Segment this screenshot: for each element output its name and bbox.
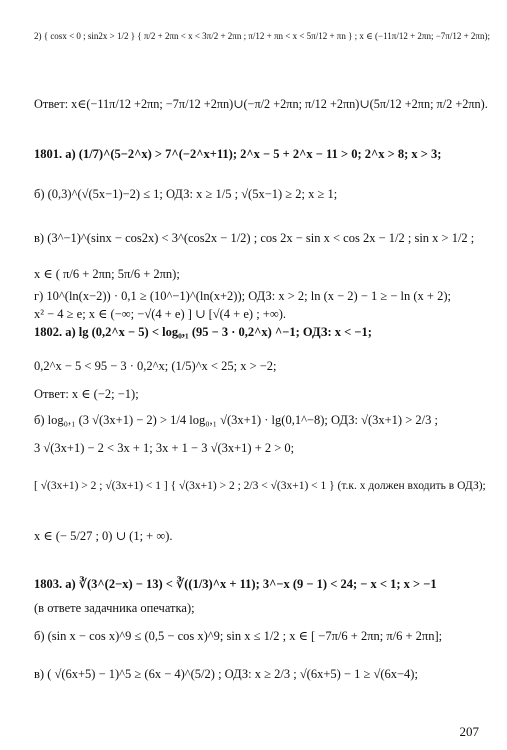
problem-1801-b: б) (0,3)^(√(5x−1)−2) ≤ 1; ОДЗ: x ≥ 1/5 ; √(5x−1) ≥ 2; x ≥ 1; <box>34 187 338 201</box>
problem-1802-b-cont: 3 √(3x+1) − 2 < 3x + 1; 3x + 1 − 3 √(3x+1) + 2 > 0; <box>34 441 295 455</box>
problem-1802-b: б) log₀,₁ (3 √(3x+1) − 2) > 1/4 log₀,₁ √(3x+1) · lg(0,1^−8); ОДЗ: √(3x+1) > 2/3 ; <box>34 413 438 427</box>
problem-1802-a-cont: 0,2^x − 5 < 95 − 3 · 0,2^x; (1/5)^x < 25; x > −2; <box>34 359 277 373</box>
problem-1801-a: 1801. а) (1/7)^(5−2^x) > 7^(−2^x+11); 2^x − 5 + 2^x − 11 > 0; 2^x > 8; x > 3; <box>34 147 442 161</box>
problem-1802-a: 1802. а) lg (0,2^x − 5) < log₀,₁ (95 − 3 · 0,2^x) ^−1; ОДЗ: x < −1; <box>34 325 372 339</box>
line-2: 2) { cosx < 0 ; sin2x > 1/2 } { π/2 + 2πn < x < 3π/2 + 2πn ; π/12 + πn < x < 5π/12 + πn } ; x ∈ (−11π/12 + 2πn; −7π/12 + 2πn); <box>34 31 490 41</box>
answer-2: Ответ: x∈(−11π/12 +2πn; −7π/12 +2πn)∪(−π/2 +2πn; π/12 +2πn)∪(5π/12 +2πn; π/2 +2πn). <box>34 97 488 111</box>
problem-1803-note: (в ответе задачника опечатка); <box>34 601 195 615</box>
answer-1802-a: Ответ: x ∈ (−2; −1); <box>34 387 139 401</box>
problem-1802-b-result: x ∈ (− 5/27 ; 0) ∪ (1; + ∞). <box>34 529 173 543</box>
problem-1801-g: г) 10^(ln(x−2)) · 0,1 ≥ (10^−1)^(ln(x+2)); ОДЗ: x > 2; ln (x − 2) − 1 ≥ − ln (x + 2); <box>34 289 451 303</box>
problem-1802-b-system: [ √(3x+1) > 2 ; √(3x+1) < 1 ] { √(3x+1) > 2 ; 2/3 < √(3x+1) < 1 } (т.к. x должен входить в ОДЗ); <box>34 480 486 492</box>
problem-1803-a: 1803. а) ∛(3^(2−x) − 13) < ∛((1/3)^x + 11); 3^−x (9 − 1) < 24; − x < 1; x > −1 <box>34 577 437 591</box>
problem-1801-g-result: x² − 4 ≥ e; x ∈ (−∞; −√(4 + e) ] ∪ [√(4 + e) ; +∞). <box>34 307 287 321</box>
problem-1801-v-result: x ∈ ( π/6 + 2πn; 5π/6 + 2πn); <box>34 267 180 281</box>
problem-1803-b: б) (sin x − cos x)^9 ≤ (0,5 − cos x)^9; sin x ≤ 1/2 ; x ∈ [ −7π/6 + 2πn; π/6 + 2πn]; <box>34 629 443 643</box>
problem-1803-v: в) ( √(6x+5) − 1)^5 ≥ (6x − 4)^(5/2) ; ОДЗ: x ≥ 2/3 ; √(6x+5) − 1 ≥ √(6x−4); <box>34 667 418 681</box>
problem-1801-v: в) (3^−1)^(sinx − cos2x) < 3^(cos2x − 1/2) ; cos 2x − sin x < cos 2x − 1/2 ; sin x > 1/2 ; <box>34 231 475 245</box>
page-number: 207 <box>459 724 479 739</box>
